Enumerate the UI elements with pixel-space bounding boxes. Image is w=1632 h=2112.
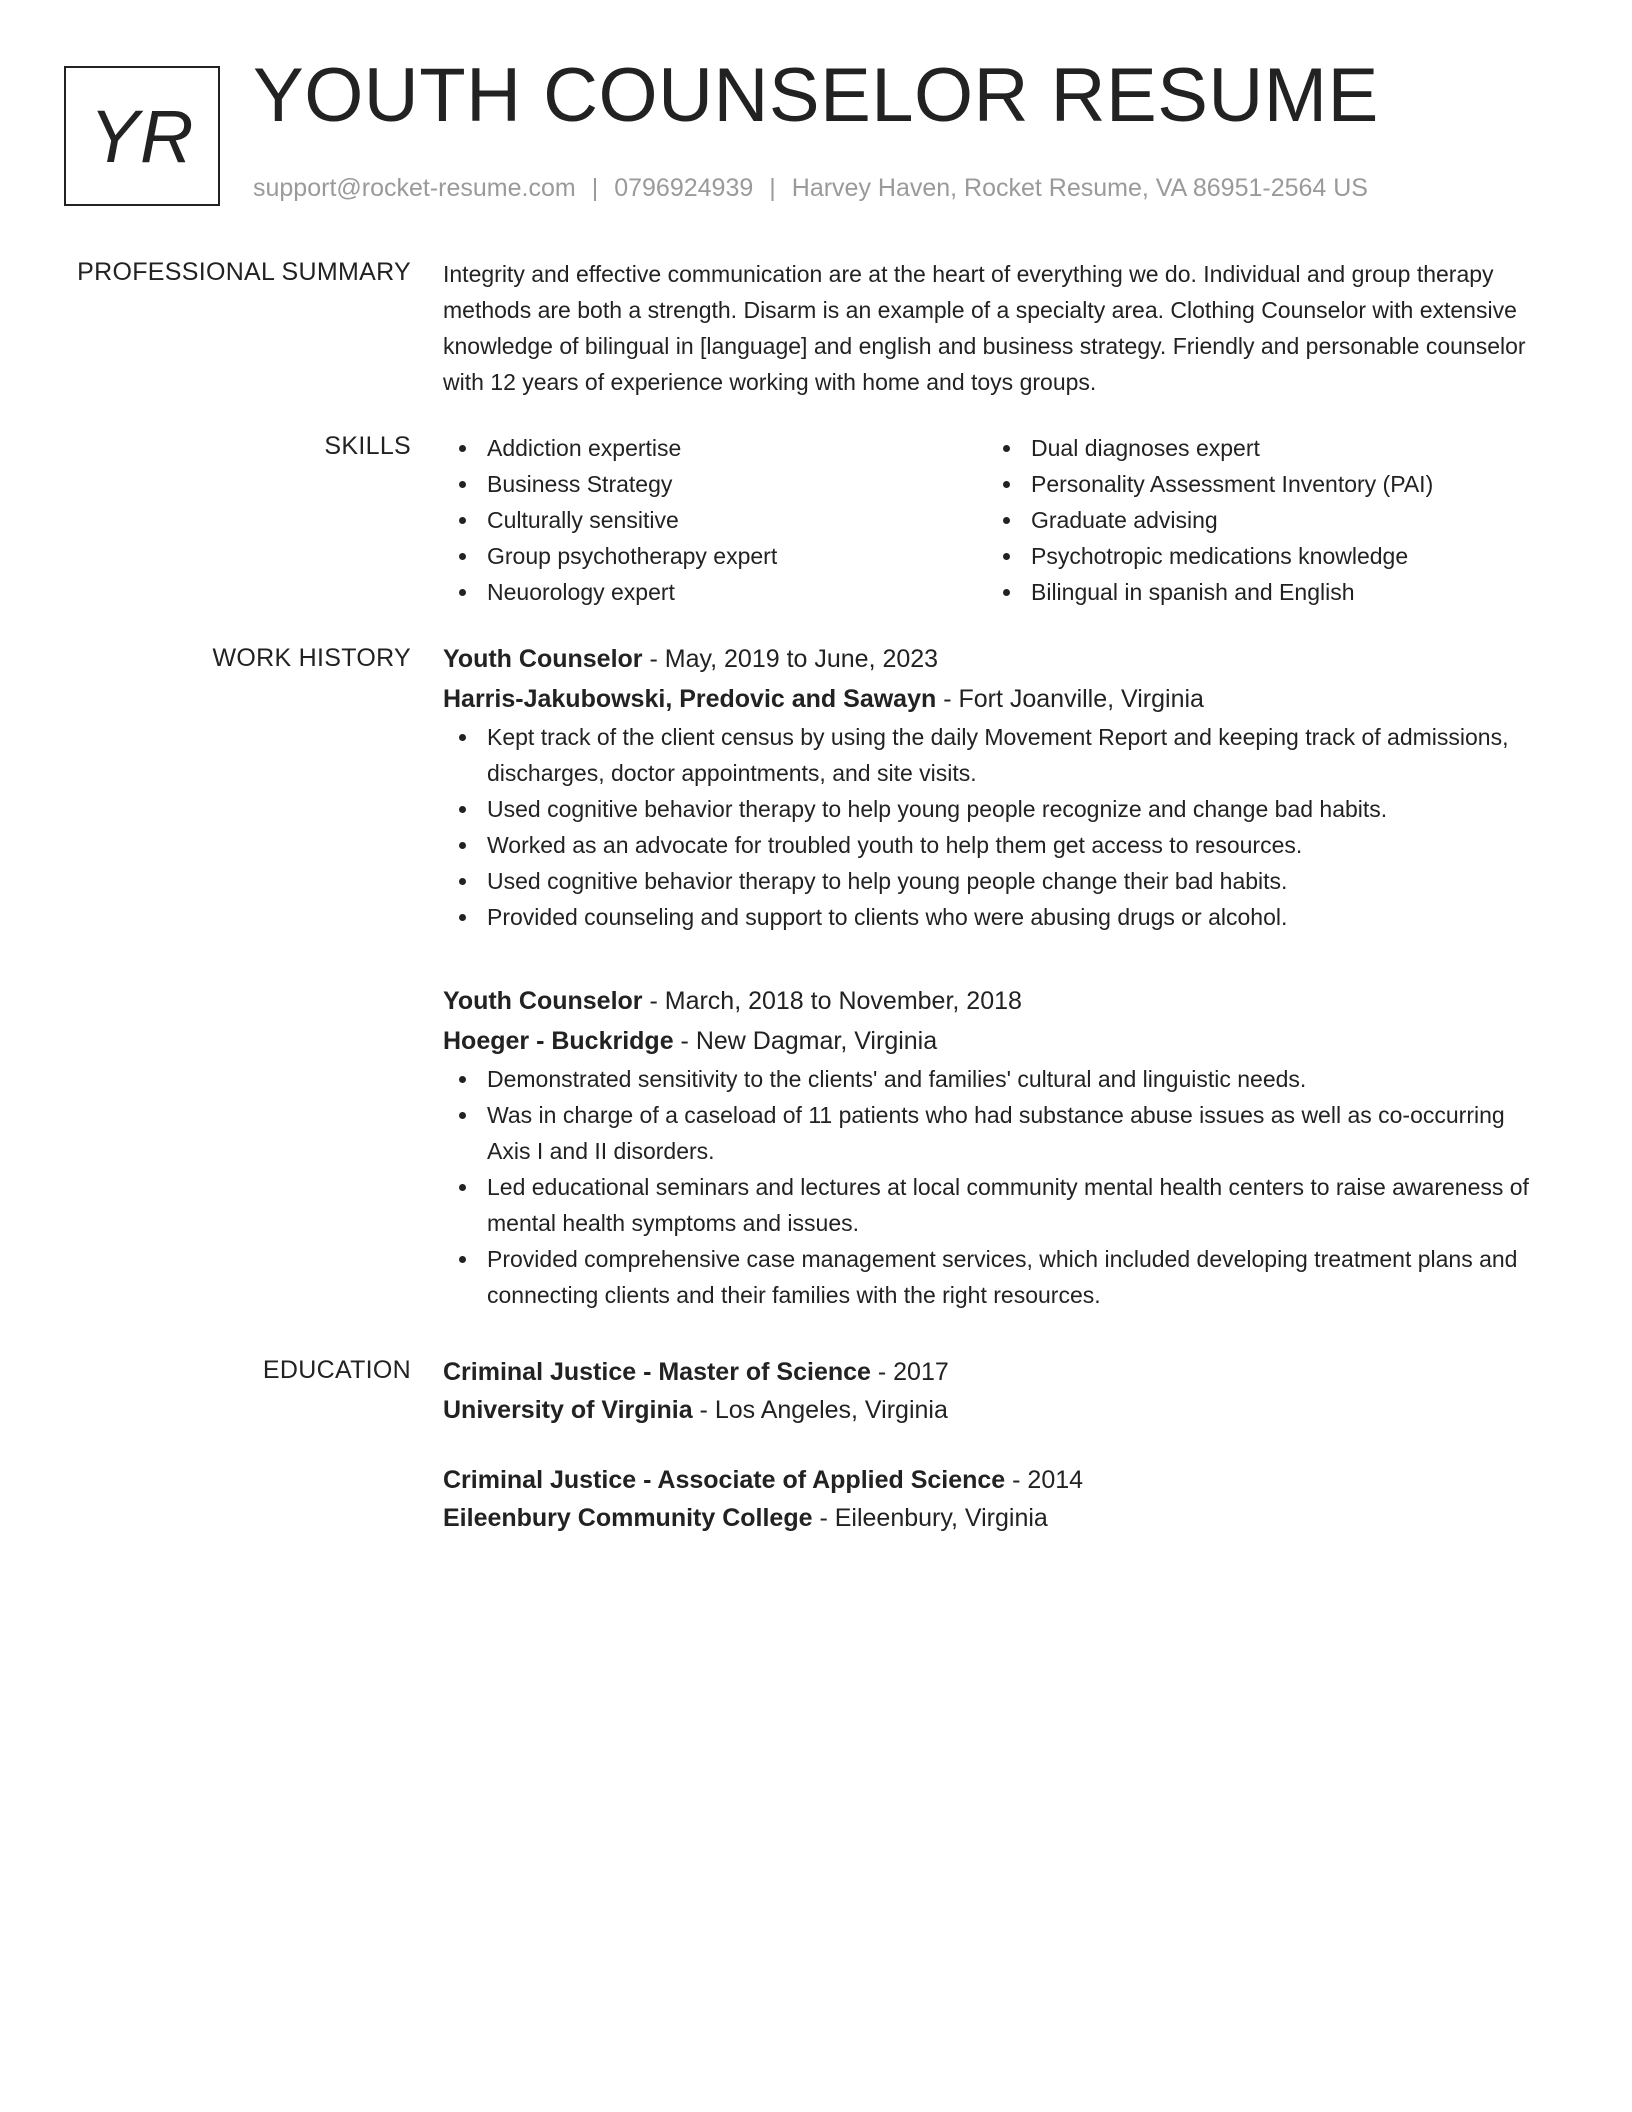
job-employer-line — [443, 1021, 1543, 1061]
school-name: University of Virginia — [443, 1396, 693, 1424]
summary-section — [443, 256, 1543, 400]
separator: | — [769, 174, 776, 202]
separator: | — [591, 174, 599, 202]
skill-item: Psychotropic medications knowledge — [987, 538, 1531, 574]
job-employer: Hoeger - Buckridge — [443, 1027, 674, 1055]
phone-text: 0796924939 — [614, 174, 754, 202]
job-bullet: Demonstrated sensitivity to the clients' and families' cultural and linguistic needs. — [443, 1061, 1543, 1097]
job-bullet: Worked as an advocate for troubled youth to help them get access to resources. — [443, 827, 1543, 863]
skill-item: Neuorology expert — [443, 574, 987, 610]
job-title: Youth Counselor — [443, 645, 643, 673]
degree-name: Criminal Justice - Master of Science — [443, 1358, 871, 1386]
school-line — [443, 1391, 1543, 1429]
job-bullet: Used cognitive behavior therapy to help young people change their bad habits. — [443, 863, 1543, 899]
skill-item: Personality Assessment Inventory (PAI) — [987, 466, 1531, 502]
job-dates: - March, 2018 to November, 2018 — [642, 987, 1022, 1015]
summary-heading: PROFESSIONAL SUMMARY — [77, 258, 411, 286]
email-text: support@rocket-resume.com — [253, 174, 576, 202]
skills-list-left — [443, 430, 987, 610]
job-bullet: Provided comprehensive case management services, which included developing treatment plans and connecting clients and their families with the right resources. — [443, 1241, 1543, 1313]
skill-item: Culturally sensitive — [443, 502, 987, 538]
skill-item: Addiction expertise — [443, 430, 987, 466]
contact-line — [253, 173, 1368, 203]
skill-item: Group psychotherapy expert — [443, 538, 987, 574]
summary-text: Integrity and effective communication are at the heart of everything we do. Individual and group therapy methods are both a strength. Disarm is an example of a specialty area. Clothing Counselor with extensive knowledge of bilingual in [language] and english and business strategy. Friendly and personable counselor with 12 years of experience working with home and toys groups. — [443, 261, 1526, 395]
skill-item: Business Strategy — [443, 466, 987, 502]
job-entry — [443, 639, 1543, 935]
education-heading: EDUCATION — [262, 1356, 411, 1384]
degree-line — [443, 1461, 1543, 1499]
job-dates: - May, 2019 to June, 2023 — [642, 645, 939, 673]
job-bullet-list — [443, 719, 1543, 935]
education-entry — [443, 1353, 1543, 1429]
job-bullet: Was in charge of a caseload of 11 patients who had substance abuse issues as well as co-occurring Axis I and II disorders. — [443, 1097, 1543, 1169]
resume-title: YOUTH COUNSELOR RESUME — [253, 53, 1379, 138]
job-bullet: Kept track of the client census by using the daily Movement Report and keeping track of admissions, discharges, doctor appointments, and site visits. — [443, 719, 1543, 791]
skills-list-right — [987, 430, 1531, 610]
skills-grid — [443, 430, 1543, 610]
degree-name: Criminal Justice - Associate of Applied Science — [443, 1466, 1006, 1494]
job-bullet: Provided counseling and support to clients who were abusing drugs or alcohol. — [443, 899, 1543, 935]
school-location: - Eileenbury, Virginia — [812, 1504, 1048, 1532]
job-title-line — [443, 981, 1543, 1021]
work-history-heading: WORK HISTORY — [212, 644, 411, 672]
job-bullet: Used cognitive behavior therapy to help young people recognize and change bad habits. — [443, 791, 1543, 827]
skills-heading: SKILLS — [324, 432, 411, 460]
skill-item: Dual diagnoses expert — [987, 430, 1531, 466]
job-employer-line — [443, 679, 1543, 719]
job-title: Youth Counselor — [443, 987, 643, 1015]
degree-year: - 2017 — [870, 1358, 949, 1386]
job-bullet: Led educational seminars and lectures at local community mental health centers to raise awareness of mental health symptoms and issues. — [443, 1169, 1543, 1241]
skill-item: Graduate advising — [987, 502, 1531, 538]
skill-item: Bilingual in spanish and English — [987, 574, 1531, 610]
skills-section — [443, 430, 1543, 610]
school-line — [443, 1499, 1543, 1537]
monogram-logo: YR — [64, 66, 220, 206]
job-employer: Harris-Jakubowski, Predovic and Sawayn — [443, 685, 937, 713]
job-entry — [443, 981, 1543, 1313]
job-title-line — [443, 639, 1543, 679]
school-name: Eileenbury Community College — [443, 1504, 813, 1532]
education-entry — [443, 1461, 1543, 1537]
degree-line — [443, 1353, 1543, 1391]
school-location: - Los Angeles, Virginia — [692, 1396, 948, 1424]
degree-year: - 2014 — [1005, 1466, 1084, 1494]
job-location: - New Dagmar, Virginia — [673, 1027, 938, 1055]
address-text: Harvey Haven, Rocket Resume, VA 86951-2564 US — [791, 174, 1368, 202]
job-bullet-list — [443, 1061, 1543, 1313]
job-location: - Fort Joanville, Virginia — [936, 685, 1204, 713]
